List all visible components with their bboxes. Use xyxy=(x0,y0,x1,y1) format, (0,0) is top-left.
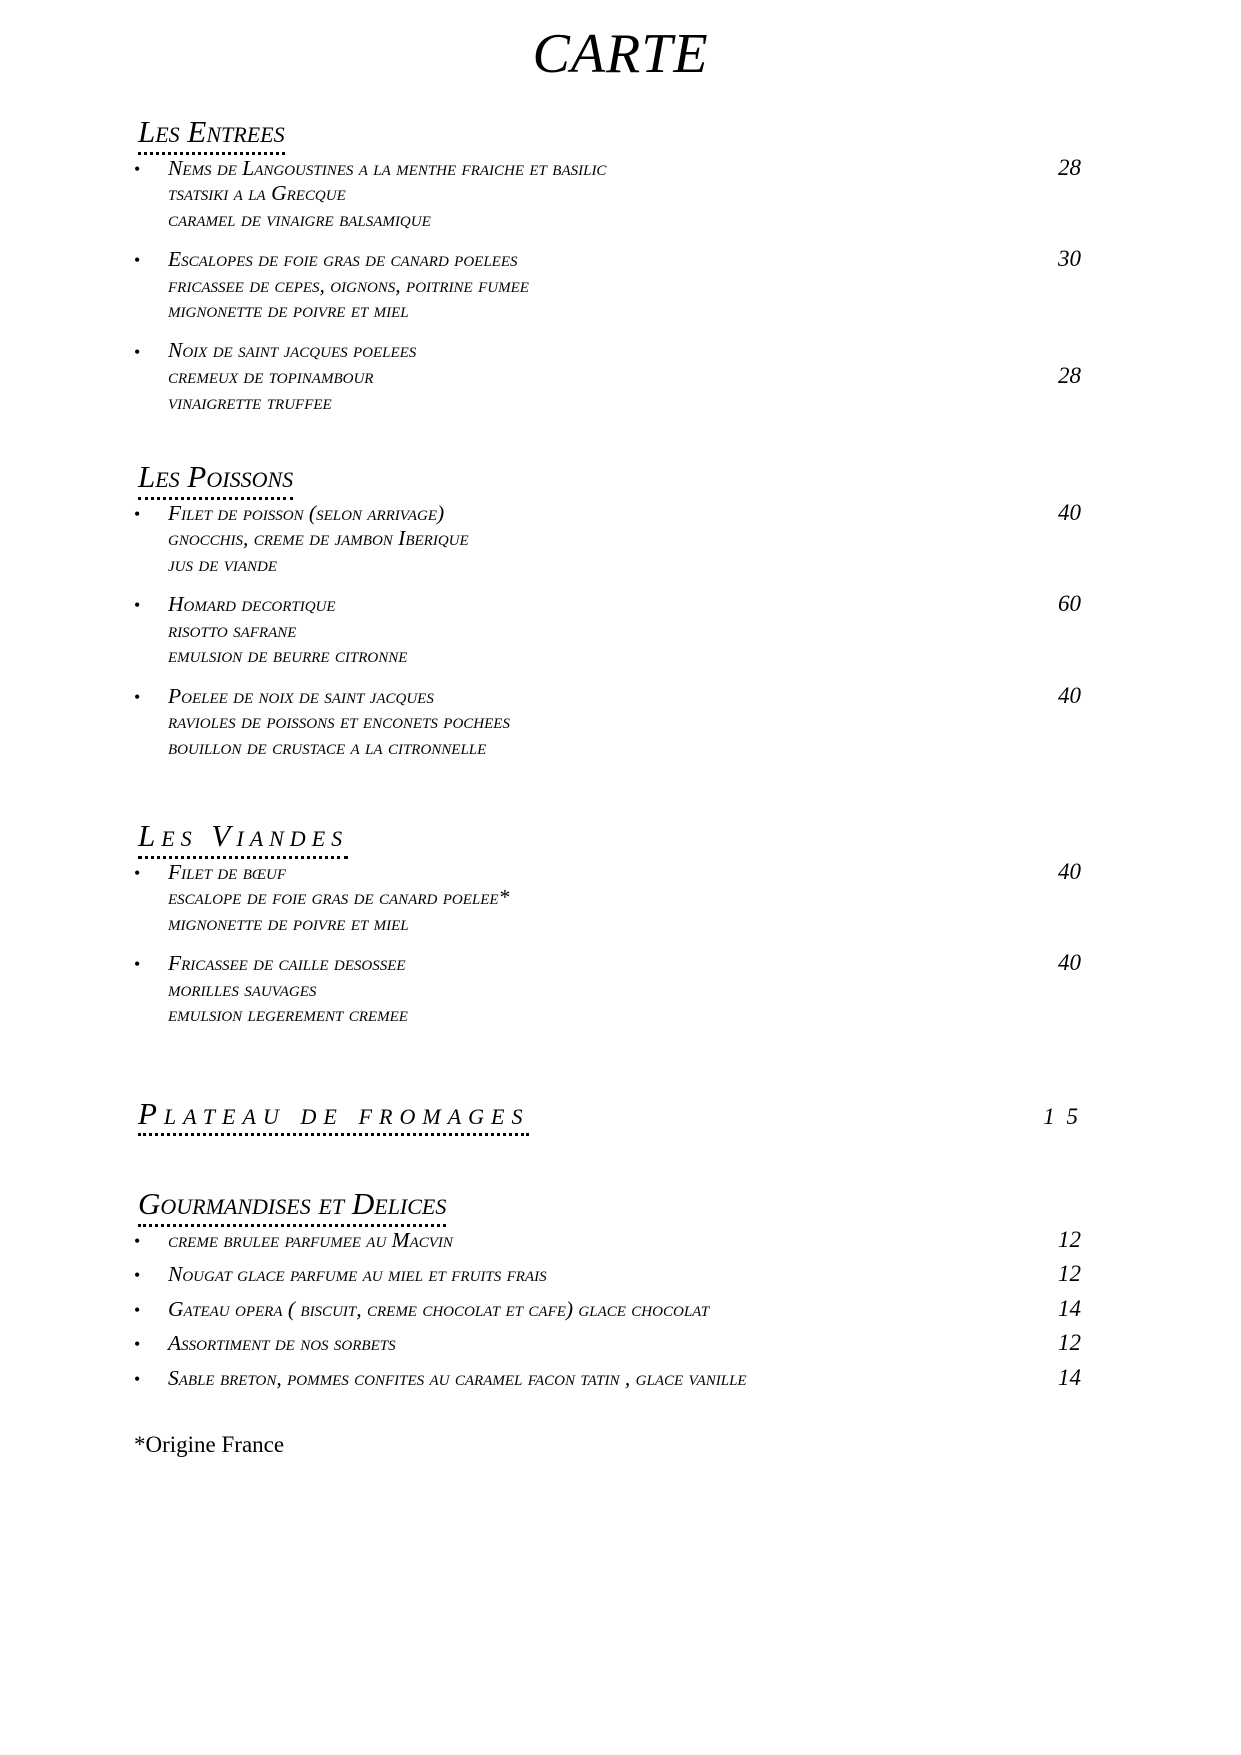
dish-price: 40 xyxy=(1058,858,1081,884)
dish-description: gnocchis, creme de jambon Iberique xyxy=(168,526,469,551)
dish-name: creme brulee parfumee au Macvin xyxy=(168,1227,453,1252)
section-title: Plateau de fromages xyxy=(138,1098,529,1137)
section-price: 1 5 xyxy=(1043,1103,1081,1129)
dish-description-row xyxy=(168,885,1081,911)
menu-item xyxy=(0,246,1241,324)
dish-price: 28 xyxy=(1058,154,1081,180)
dish-price: 12 xyxy=(1058,1226,1081,1252)
dish-description-row xyxy=(168,977,1081,1003)
dish-description: escalope de foie gras de canard poelee* xyxy=(168,885,510,910)
dish-name-row xyxy=(168,1227,1081,1254)
menu-item xyxy=(0,591,1241,669)
menu-item xyxy=(0,500,1241,578)
bullet-icon: • xyxy=(134,954,141,975)
bullet-icon: • xyxy=(134,158,141,179)
dish-name-row xyxy=(168,859,1081,886)
page-title: CARTE xyxy=(532,23,709,85)
dish-name: Sable breton, pommes confites au caramel facon tatin , glace vanille xyxy=(168,1365,747,1390)
dish-name: Filet de poisson (selon arrivage) xyxy=(168,500,445,525)
dish-name: Homard decortique xyxy=(168,592,336,617)
dish-description: tsatsiki a la Grecque xyxy=(168,181,346,206)
dish-name: Nougat glace parfume au miel et fruits frais xyxy=(168,1262,547,1287)
menu-item xyxy=(0,950,1241,1028)
dish-description: vinaigrette truffee xyxy=(168,389,332,414)
dish-description-row xyxy=(168,181,1081,207)
dish-description-row xyxy=(168,618,1081,644)
menu-item xyxy=(0,1330,1241,1357)
dish-description-row xyxy=(168,643,1081,669)
dish-description: emulsion de beurre citronne xyxy=(168,643,408,668)
bullet-icon: • xyxy=(134,595,141,616)
dish-description: bouillon de crustace a la citronnelle xyxy=(168,734,487,759)
dish-name: Filet de bœuf xyxy=(168,859,287,884)
bullet-icon: • xyxy=(134,503,141,524)
menu-item-list xyxy=(0,500,1241,761)
dish-price: 40 xyxy=(1058,950,1081,976)
bullet-icon: • xyxy=(134,862,141,883)
menu-item xyxy=(0,155,1241,233)
dish-description-row xyxy=(168,526,1081,552)
bullet-icon: • xyxy=(134,1334,141,1355)
dish-description-row xyxy=(168,735,1081,761)
dish-description: risotto safrane xyxy=(168,617,297,642)
dish-description: mignonette de poivre et miel xyxy=(168,298,409,323)
bullet-icon: • xyxy=(134,250,141,271)
section-heading-row xyxy=(0,1188,1241,1227)
section-title: Les Entrees xyxy=(138,116,285,155)
dish-price: 14 xyxy=(1058,1295,1081,1321)
dish-name-row xyxy=(168,591,1081,618)
dish-name: Poelee de noix de saint jacques xyxy=(168,683,434,708)
dish-description-row xyxy=(168,911,1081,937)
bullet-icon: • xyxy=(134,1368,141,1389)
dish-price: 12 xyxy=(1058,1261,1081,1287)
menu-item-list xyxy=(0,859,1241,1028)
dish-name-row xyxy=(168,338,1081,364)
menu-section xyxy=(0,116,1241,415)
menu-item xyxy=(0,683,1241,761)
dish-name-row xyxy=(168,1296,1081,1323)
dish-name-row xyxy=(168,1330,1081,1357)
section-heading-row xyxy=(0,116,1241,155)
dish-description: cremeux de topinambour xyxy=(168,364,374,389)
section-heading-row xyxy=(0,1095,1241,1137)
dish-price: 28 xyxy=(1058,363,1081,389)
dish-name-row xyxy=(168,950,1081,977)
dish-name-row xyxy=(168,683,1081,710)
dish-price: 14 xyxy=(1058,1364,1081,1390)
menu-item xyxy=(0,1296,1241,1323)
dish-description: jus de viande xyxy=(168,551,278,576)
dish-name-row xyxy=(168,1261,1081,1288)
dish-description-row xyxy=(168,298,1081,324)
dish-description: morilles sauvages xyxy=(168,976,317,1001)
menu-item xyxy=(0,1227,1241,1254)
section-heading-row xyxy=(0,461,1241,500)
dish-price: 40 xyxy=(1058,499,1081,525)
dish-price: 12 xyxy=(1058,1330,1081,1356)
dish-name-row xyxy=(168,155,1081,182)
dish-description: ravioles de poissons et enconets pochees xyxy=(168,709,510,734)
menu-item-list xyxy=(0,1227,1241,1392)
dish-name-row xyxy=(168,246,1081,273)
dish-name: Assortiment de nos sorbets xyxy=(168,1331,396,1356)
bullet-icon: • xyxy=(134,341,141,362)
footnote: *Origine France xyxy=(134,1432,285,1458)
dish-description: mignonette de poivre et miel xyxy=(168,910,409,935)
menu-item xyxy=(0,338,1241,416)
dish-description-row xyxy=(168,273,1081,299)
dish-price: 40 xyxy=(1058,682,1081,708)
section-heading-row xyxy=(0,820,1241,859)
dish-name-row xyxy=(168,500,1081,527)
menu-section xyxy=(0,820,1241,1028)
dish-description-row xyxy=(168,207,1081,233)
dish-name: Fricassee de caille desossee xyxy=(168,951,406,976)
bullet-icon: • xyxy=(134,1299,141,1320)
dish-description-row xyxy=(168,709,1081,735)
bullet-icon: • xyxy=(134,1230,141,1251)
menu-sections xyxy=(0,116,1241,1391)
dish-price: 30 xyxy=(1058,246,1081,272)
menu-item xyxy=(0,1365,1241,1392)
dish-description: fricassee de cepes, oignons, poitrine fumee xyxy=(168,272,529,297)
bullet-icon: • xyxy=(134,1265,141,1286)
dish-description-row xyxy=(168,363,1081,390)
dish-description-row xyxy=(168,390,1081,416)
menu-item xyxy=(0,859,1241,937)
dish-description-row xyxy=(168,552,1081,578)
dish-description: caramel de vinaigre balsamique xyxy=(168,206,431,231)
bullet-icon: • xyxy=(134,686,141,707)
dish-description-row xyxy=(168,1002,1081,1028)
dish-name: Escalopes de foie gras de canard poelees xyxy=(168,247,518,272)
dish-description: emulsion legerement cremee xyxy=(168,1002,408,1027)
menu-item-list xyxy=(0,155,1241,416)
dish-name: Noix de saint jacques poelees xyxy=(168,337,417,362)
menu-section xyxy=(0,1095,1241,1137)
section-title: Les Poissons xyxy=(138,461,293,500)
menu-item xyxy=(0,1261,1241,1288)
menu-section xyxy=(0,461,1241,760)
dish-price: 60 xyxy=(1058,591,1081,617)
dish-name: Nems de Langoustines a la menthe fraiche et basilic xyxy=(168,155,607,180)
section-title: Les Viandes xyxy=(138,820,348,859)
dish-name-row xyxy=(168,1365,1081,1392)
menu-section xyxy=(0,1188,1241,1391)
section-title: Gourmandises et Delices xyxy=(138,1188,446,1227)
dish-name: Gateau opera ( biscuit, creme chocolat et cafe) glace chocolat xyxy=(168,1296,710,1321)
